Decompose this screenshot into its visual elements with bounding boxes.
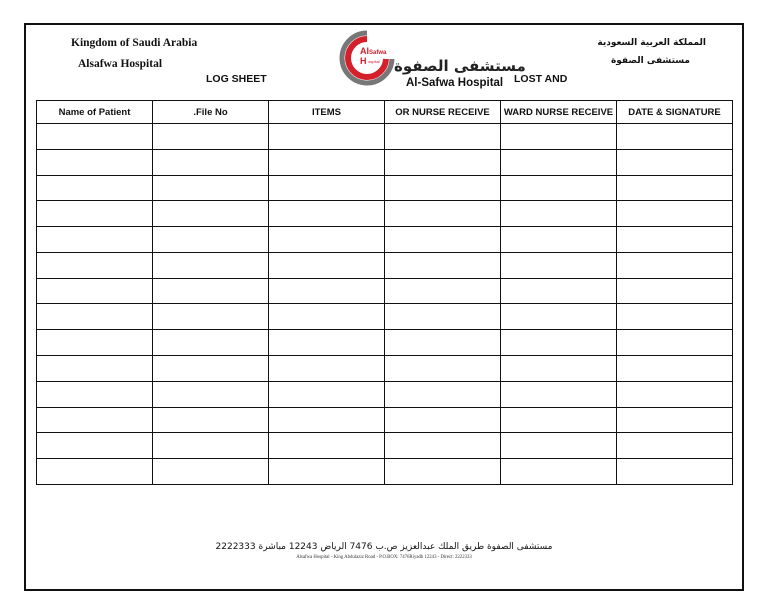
- table-cell[interactable]: [501, 304, 617, 330]
- table-cell[interactable]: [153, 252, 269, 278]
- table-cell[interactable]: [153, 407, 269, 433]
- table-cell[interactable]: [269, 149, 385, 175]
- table-cell[interactable]: [37, 149, 153, 175]
- table-cell[interactable]: [37, 330, 153, 356]
- table-cell[interactable]: [617, 381, 733, 407]
- table-row: [37, 252, 733, 278]
- table-cell[interactable]: [617, 407, 733, 433]
- table-row: [37, 278, 733, 304]
- table-cell[interactable]: [269, 304, 385, 330]
- table-cell[interactable]: [37, 124, 153, 150]
- table-cell[interactable]: [617, 124, 733, 150]
- table-cell[interactable]: [153, 381, 269, 407]
- table-row: [37, 330, 733, 356]
- table-cell[interactable]: [37, 356, 153, 382]
- table-cell[interactable]: [269, 459, 385, 485]
- table-cell[interactable]: [501, 149, 617, 175]
- table-cell[interactable]: [385, 407, 501, 433]
- table-cell[interactable]: [501, 433, 617, 459]
- table-cell[interactable]: [385, 304, 501, 330]
- table-cell[interactable]: [617, 175, 733, 201]
- table-cell[interactable]: [269, 407, 385, 433]
- table-cell[interactable]: [269, 227, 385, 253]
- table-cell[interactable]: [501, 459, 617, 485]
- footer-arabic-address: مستشفى الصفوة طريق الملك عبدالعزيز ص.ب 7476 الرياض 12243 مباشرة 2222333: [215, 542, 553, 552]
- table-cell[interactable]: [269, 175, 385, 201]
- table-cell[interactable]: [501, 381, 617, 407]
- table-cell[interactable]: [269, 330, 385, 356]
- table-cell[interactable]: [617, 201, 733, 227]
- table-cell[interactable]: [617, 278, 733, 304]
- table-cell[interactable]: [269, 356, 385, 382]
- table-header-row: [37, 101, 733, 124]
- table-cell[interactable]: [385, 252, 501, 278]
- table-cell[interactable]: [385, 149, 501, 175]
- table-cell[interactable]: [501, 356, 617, 382]
- table-cell[interactable]: [617, 149, 733, 175]
- table-cell[interactable]: [37, 304, 153, 330]
- header-en-country: Kingdom of Saudi Arabia: [71, 37, 198, 49]
- svg-text:Al: Al: [360, 46, 369, 56]
- sheet-title-right: LOST AND: [514, 73, 568, 85]
- table-cell[interactable]: [385, 175, 501, 201]
- table-row: [37, 381, 733, 407]
- header-ar-country: المملكة العربية السعودية: [597, 38, 706, 48]
- table-cell[interactable]: [153, 433, 269, 459]
- table-cell[interactable]: [269, 381, 385, 407]
- table-cell[interactable]: [153, 201, 269, 227]
- table-cell[interactable]: [37, 278, 153, 304]
- table-cell[interactable]: [385, 381, 501, 407]
- table-cell[interactable]: [501, 227, 617, 253]
- table-cell[interactable]: [37, 227, 153, 253]
- table-cell[interactable]: [269, 124, 385, 150]
- table-cell[interactable]: [153, 149, 269, 175]
- table-cell[interactable]: [37, 175, 153, 201]
- table-row: [37, 433, 733, 459]
- column-header-date-signature: DATE & SIGNATURE: [617, 101, 733, 124]
- table-cell[interactable]: [617, 356, 733, 382]
- table-cell[interactable]: [385, 433, 501, 459]
- table-cell[interactable]: [385, 278, 501, 304]
- column-header-or-nurse-receive: OR NURSE RECEIVE: [385, 101, 501, 124]
- hospital-logo-icon: [338, 29, 396, 87]
- table-cell[interactable]: [385, 459, 501, 485]
- table-cell[interactable]: [269, 433, 385, 459]
- table-cell[interactable]: [153, 304, 269, 330]
- table-cell[interactable]: [37, 407, 153, 433]
- table-cell[interactable]: [385, 330, 501, 356]
- table-cell[interactable]: [269, 278, 385, 304]
- column-header-ward-nurse-receive: WARD NURSE RECEIVE: [501, 101, 617, 124]
- table-cell[interactable]: [153, 330, 269, 356]
- svg-text:H: H: [360, 56, 367, 66]
- table-cell[interactable]: [617, 304, 733, 330]
- table-row: [37, 124, 733, 150]
- table-cell[interactable]: [501, 124, 617, 150]
- table-cell[interactable]: [501, 278, 617, 304]
- table-row: [37, 227, 733, 253]
- table-cell[interactable]: [153, 356, 269, 382]
- table-row: [37, 304, 733, 330]
- table-cell[interactable]: [617, 330, 733, 356]
- table-cell[interactable]: [153, 459, 269, 485]
- logo-arabic-name: مستشفى الصفوة: [394, 57, 526, 75]
- table-row: [37, 149, 733, 175]
- sheet-title-left: LOG SHEET: [206, 73, 267, 85]
- log-table: [36, 100, 733, 485]
- table-cell[interactable]: [37, 459, 153, 485]
- column-header-items: ITEMS: [269, 101, 385, 124]
- table-cell[interactable]: [501, 201, 617, 227]
- table-cell[interactable]: [385, 227, 501, 253]
- svg-text:Safwa: Safwa: [369, 50, 387, 56]
- column-header-patient-name: Name of Patient: [37, 101, 153, 124]
- footer-english-address: Alsafwa Hospital - King Abdulaziz Road - P.O.BOX: 7476Riyadh 12243 - Direct: 2222333: [296, 555, 472, 560]
- table-row: [37, 175, 733, 201]
- table-cell[interactable]: [37, 201, 153, 227]
- header-en-hospital: Alsafwa Hospital: [78, 58, 163, 70]
- table-cell[interactable]: [501, 330, 617, 356]
- table-cell[interactable]: [269, 252, 385, 278]
- table-cell[interactable]: [617, 433, 733, 459]
- table-cell[interactable]: [501, 175, 617, 201]
- column-header-file-no: .File No: [153, 101, 269, 124]
- table-cell[interactable]: [501, 407, 617, 433]
- table-cell[interactable]: [617, 252, 733, 278]
- table-cell[interactable]: [153, 124, 269, 150]
- table-row: [37, 407, 733, 433]
- table-cell[interactable]: [385, 201, 501, 227]
- table-cell[interactable]: [501, 252, 617, 278]
- table-row: [37, 459, 733, 485]
- table-cell[interactable]: [269, 201, 385, 227]
- table-cell[interactable]: [153, 175, 269, 201]
- table-cell[interactable]: [385, 356, 501, 382]
- table-cell[interactable]: [617, 459, 733, 485]
- table-cell[interactable]: [385, 124, 501, 150]
- table-row: [37, 356, 733, 382]
- svg-text:ospital: ospital: [368, 59, 380, 64]
- header-ar-hospital: مستشفى الصفوة: [610, 56, 690, 66]
- table-cell[interactable]: [37, 381, 153, 407]
- table-cell[interactable]: [37, 252, 153, 278]
- table-cell[interactable]: [617, 227, 733, 253]
- table-cell[interactable]: [37, 433, 153, 459]
- table-cell[interactable]: [153, 278, 269, 304]
- table-cell[interactable]: [153, 227, 269, 253]
- logo-english-name: Al-Safwa Hospital: [406, 77, 504, 89]
- table-row: [37, 201, 733, 227]
